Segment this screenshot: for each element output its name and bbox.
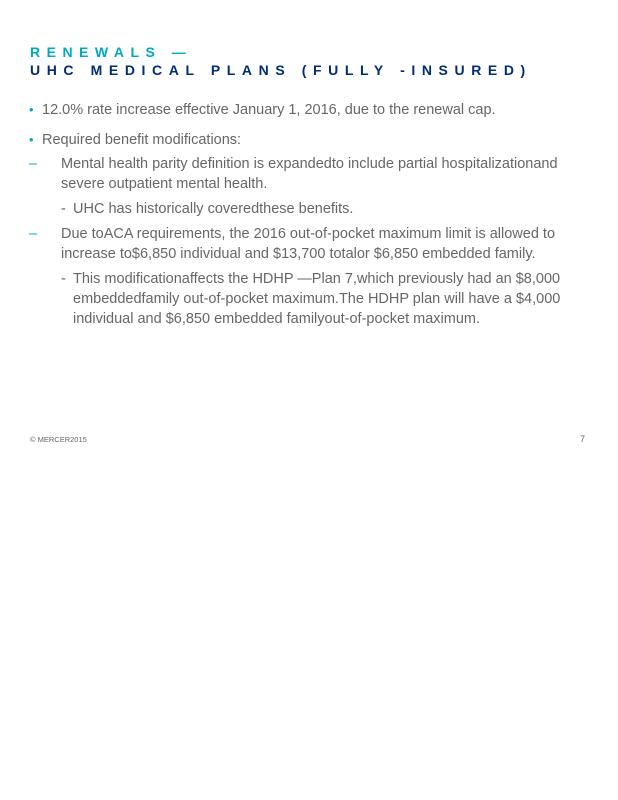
bullet-item bbox=[28, 130, 588, 150]
sub-sub-bullet-item bbox=[28, 199, 588, 219]
sub-bullet-text: Due toACA requirements, the 2016 out-of-pocket maximum limit is allowed to increase to$6,850 individual and $13,700 totalor $6,850 embedded family. bbox=[61, 226, 556, 262]
bullet-marker: • bbox=[29, 132, 34, 147]
hyphen-marker: - bbox=[61, 271, 66, 287]
sub-sub-bullet-item bbox=[28, 269, 588, 329]
bullet-text: Required benefit modifications: bbox=[42, 132, 242, 148]
bullet-text: 12.0% rate increase effective January 1, 2016, due to the renewal cap. bbox=[42, 102, 496, 118]
sub-sub-bullet-text: This modificationaffects the HDHP —Plan 7,which previously had an $8,000 embeddedfamily out-of-pocket maximum.The HDHP plan will have a $4,000 individual and $6,850 embedded familyout-of-pocket maximum. bbox=[73, 271, 561, 327]
sub-bullet-text: Mental health parity definition is expandedto include partial hospitalizationand severe outpatient mental health. bbox=[61, 156, 558, 192]
dash-marker: – bbox=[29, 156, 38, 172]
slide-title bbox=[30, 44, 590, 79]
title-line-renewals: RENEWALS — bbox=[30, 44, 193, 60]
page-number: 7 bbox=[580, 434, 586, 444]
sub-bullet-item bbox=[28, 224, 588, 264]
sub-bullet-item bbox=[28, 154, 588, 194]
hyphen-marker: - bbox=[61, 201, 66, 217]
bullet-marker: • bbox=[29, 102, 34, 117]
copyright-text: © MERCER2015 bbox=[30, 435, 87, 444]
title-line-uhc-medical-plans: UHC MEDICAL PLANS (FULLY -INSURED) bbox=[30, 62, 532, 78]
bullet-list bbox=[28, 100, 588, 334]
bullet-item bbox=[28, 100, 588, 120]
dash-marker: – bbox=[29, 226, 38, 242]
sub-sub-bullet-text: UHC has historically coveredthese benefits. bbox=[73, 201, 354, 217]
